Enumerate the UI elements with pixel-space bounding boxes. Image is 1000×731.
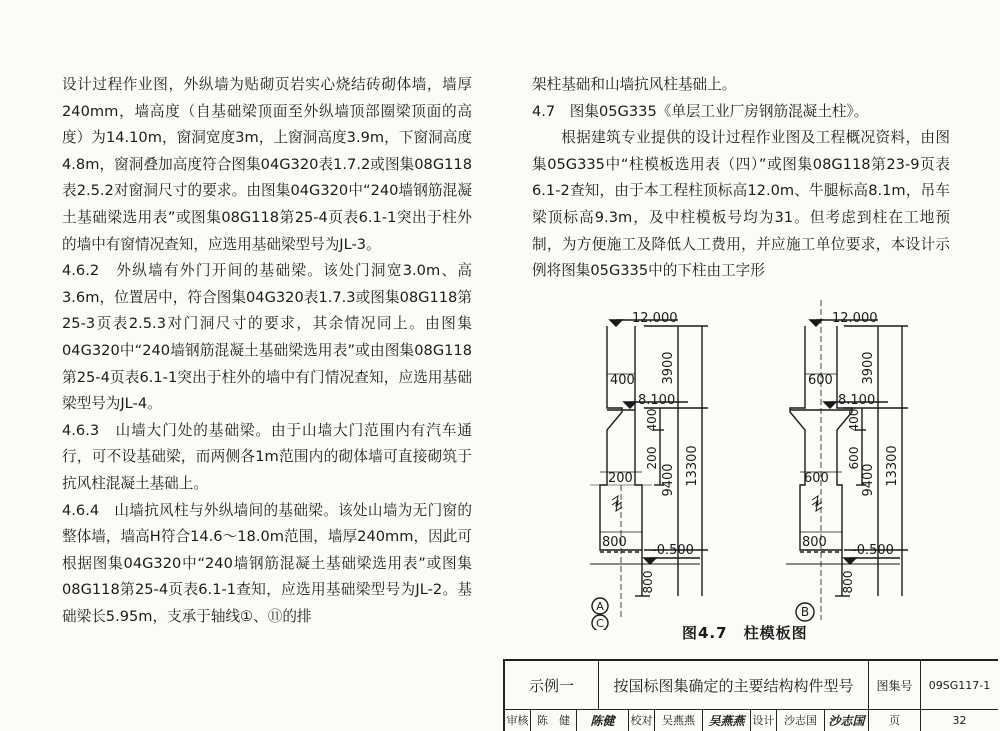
right-dim-total: 13300 [885,445,900,487]
column-formwork-drawings [560,300,940,630]
right-dim-upper-width: 600 [808,373,833,388]
right-dim-lower-width: 600 [804,471,829,486]
title-block [503,659,998,731]
reviewer-signature: 陈健 [577,709,629,731]
drawing-title: 按国标图集确定的主要结构构件型号 [599,661,869,709]
left-dim-step: 200 [645,446,659,470]
paragraph-4-6-2: 4.6.2 外纵墙有外门开间的基础梁。该处门洞宽3.0m、高3.6m，位置居中，符合图集04G320表1.7.3或图集08G118第25-3页表2.5.3对门洞尺寸的要求，其余情况同上。由图集04G320中“240墙钢筋混凝土基础梁选用表”或由图集08G118第25-4页表6.1-1突出于柱外的墙中有门情况查知，应选用基础梁型号为JL-4。 [62,262,472,413]
page-label: 页 [869,709,921,731]
left-text-column [62,72,472,630]
right-dim-embed: 800 [841,570,855,594]
checker-signature: 吴燕燕 [703,709,751,731]
figure-caption: 图4.7 柱模板图 [682,624,808,642]
right-dim-upper: 3900 [861,351,876,385]
left-dim-lower-width: 200 [608,471,633,486]
paragraph-4-6-3: 4.6.3 山墙大门处的基础梁。由于山墙大门范围内有汽车通行，可不设基础梁，而两侧各1m范围内的砌体墙可直接砌筑于抗风柱混凝土基础上。 [62,421,472,492]
right-dim-base-width: 800 [802,535,827,550]
axis-b-label: B [800,605,810,619]
left-dim-lower: 9400 [661,463,676,497]
left-dim-upper-width: 400 [610,373,635,388]
paragraph-continuation: 设计过程作业图，外纵墙为贴砌页岩实心烧结砖砌体墙，墙厚240mm，墙高度（自基础梁顶面至外纵墙顶部圈梁顶面的高度）为14.10m，窗洞宽度3m，上窗洞高度3.9m，下窗洞高度4.8m，窗洞叠加高度符合图集04G320表1.7.2或图集08G118表2.5.2对窗洞尺寸的要求。由图集04G320中“240墙钢筋混凝土基础梁选用表”或图集08G118第25-4页表6.1-1突出于柱外的墙中有窗情况查知，应选用基础梁型号为JL-3。 [62,76,472,253]
left-elev-top: 12.000 [632,311,678,326]
atlas-number: 09SG117-1 [928,678,991,692]
check-label: 校对 [629,709,655,731]
reviewer-name: 陈 健 [531,709,577,731]
right-text-column [532,72,950,285]
right-elev-ground: -0.500 [852,543,894,558]
design-label: 设计 [751,709,777,731]
example-label: 示例一 [505,661,599,709]
left-elev-ground: -0.500 [652,543,694,558]
right-dim-lower: 9400 [861,463,876,497]
axis-c-label: C [596,617,604,630]
paragraph-continuation-right: 架柱基础和山墙抗风柱基础上。 [532,76,737,93]
left-dim-upper: 3900 [661,351,676,385]
left-dim-embed: 800 [641,570,655,594]
designer-name: 沙志国 [777,709,825,731]
axis-a-label: A [596,600,604,613]
left-dim-base-width: 800 [602,535,627,550]
right-elev-corbel: 8.100 [838,393,876,408]
atlas-label: 图集号 [869,661,921,709]
paragraph-4-7-body: 根据建筑专业提供的设计过程作业图及工程概况资料，由图集05G335中“柱模板选用表（四）”或图集08G118第23-9页表6.1-2查知，由于本工程柱顶标高12.0m、牛腿标高8.1m，吊车梁顶标高9.3m，及中柱模板号均为31。但考虑到柱在工地预制，为方便施工及降低人工费用，并应施工单位要求，本设计示例将图集05G335中的下柱由工字形 [532,129,950,280]
page-number: 32 [952,713,967,727]
right-dim-step: 600 [847,446,861,470]
paragraph-4-7-heading: 4.7 图集05G335《单层工业厂房钢筋混凝土柱》。 [532,102,869,120]
checker-name: 吴燕燕 [655,709,703,731]
designer-signature: 沙志国 [825,709,869,731]
left-elev-corbel: 8.100 [638,393,676,408]
left-dim-corbel: 400 [645,408,659,432]
left-dim-total: 13300 [685,445,700,487]
review-label: 审核 [505,709,531,731]
right-elev-top: 12.000 [832,311,878,326]
paragraph-4-6-4: 4.6.4 山墙抗风柱与外纵墙间的基础梁。该处山墙为无门窗的整体墙，墙高H符合14.6～18.0m范围，墙厚240mm，因此可根据图集04G320中“240墙钢筋混凝土基础梁选用表”或图集08G118第25-4页表6.1-1查知，应选用基础梁型号为JL-2。基础梁长5.95m，支承于轴线①、⑪的排 [62,501,472,625]
right-dim-corbel: 400 [847,408,861,432]
